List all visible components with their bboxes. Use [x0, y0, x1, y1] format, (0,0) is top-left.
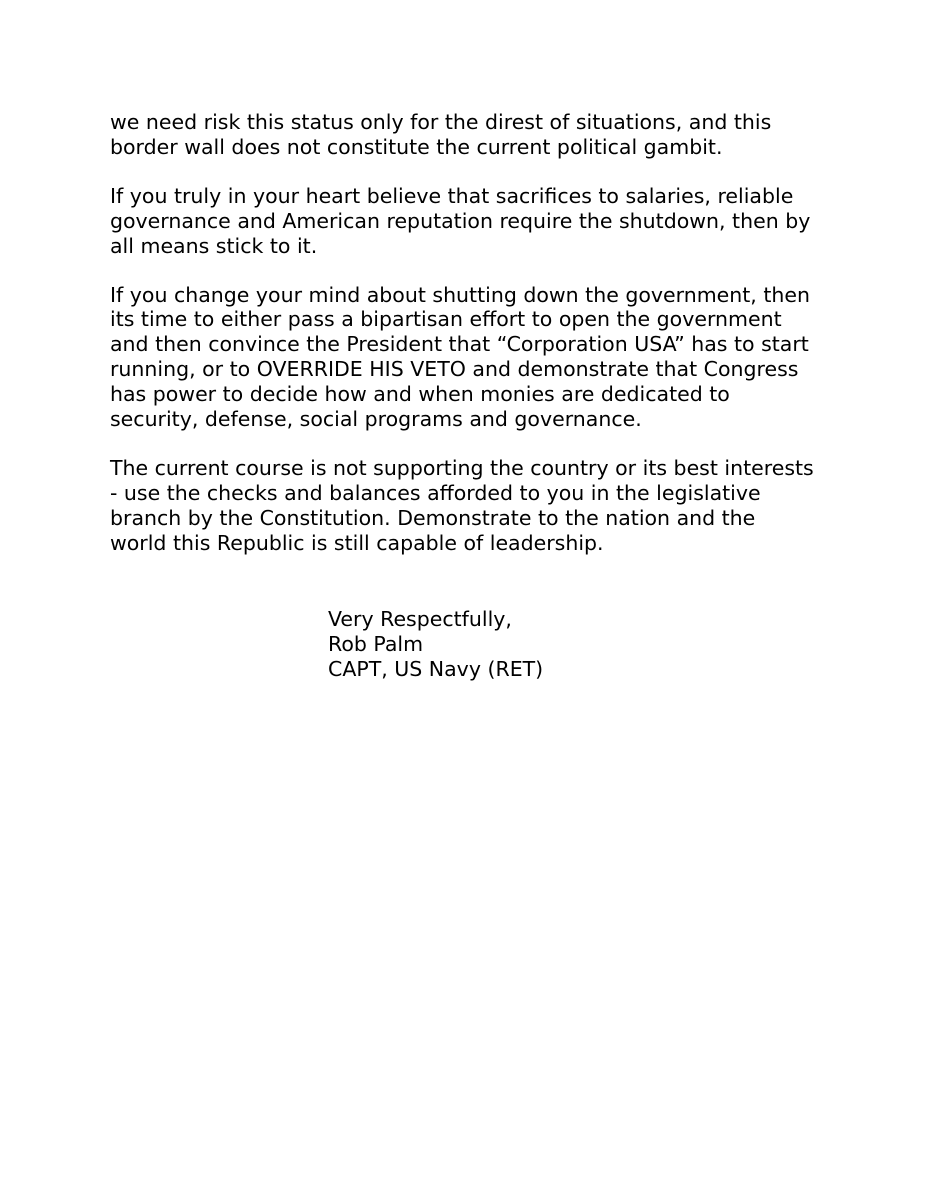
paragraph-line: world this Republic is still capable of leadership. [110, 530, 604, 555]
paragraph-line: If you change your mind about shutting down the government, then [110, 282, 810, 307]
paragraph-shutdown [110, 184, 830, 259]
paragraph-change-mind [110, 283, 830, 432]
signer-title: CAPT, US Navy (RET) [328, 656, 544, 681]
paragraph-line: - use the checks and balances afforded to you in the legislative [110, 480, 761, 505]
paragraph-current-course [110, 456, 830, 556]
letter-body [110, 110, 830, 580]
paragraph-line: The current course is not supporting the country or its best interests [110, 455, 814, 480]
paragraph-line: has power to decide how and when monies are dedicated to [110, 382, 730, 407]
paragraph-line: running, or to OVERRIDE HIS VETO and demonstrate that Congress [110, 357, 799, 382]
paragraph-line: we need risk this status only for the direst of situations, and this [110, 110, 772, 134]
paragraph-line: If you truly in your heart believe that sacrifices to salaries, reliable [110, 183, 794, 208]
paragraph-line: security, defense, social programs and governance. [110, 407, 642, 432]
signature-block [328, 607, 543, 682]
paragraph-line: and then convince the President that “Corporation USA” has to start [110, 332, 809, 357]
closing-salutation: Very Respectfully, [328, 607, 512, 631]
paragraph-line: border wall does not constitute the current political gambit. [110, 134, 723, 159]
paragraph-line: its time to either pass a bipartisan effort to open the government [110, 307, 782, 332]
paragraph-line: branch by the Constitution. Demonstrate to the nation and the [110, 505, 756, 530]
signer-name: Rob Palm [328, 631, 424, 656]
paragraph-status [110, 110, 830, 160]
paragraph-line: all means stick to it. [110, 233, 318, 258]
paragraph-line: governance and American reputation require the shutdown, then by [110, 208, 811, 233]
